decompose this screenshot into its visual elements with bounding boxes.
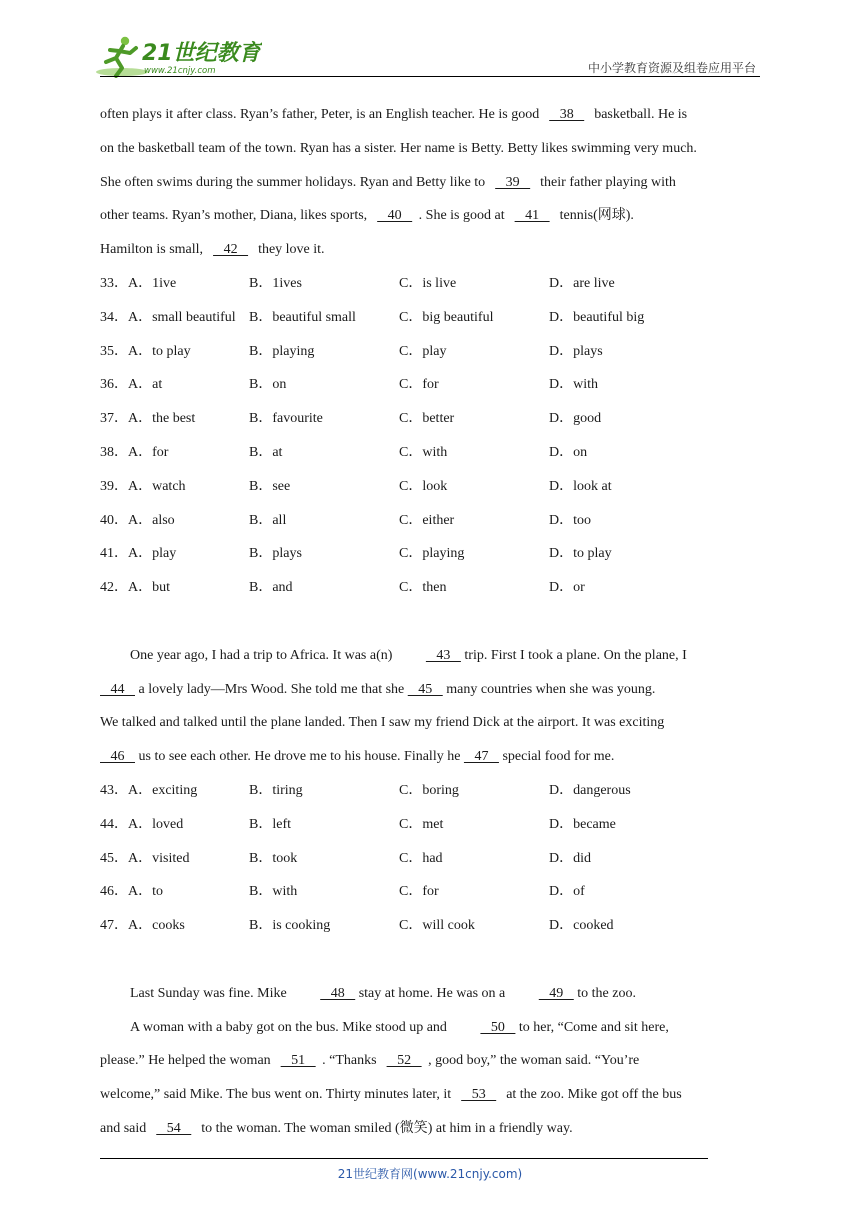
passage-line <box>100 1112 762 1146</box>
question-options-row <box>100 909 762 943</box>
option-a: 37．A．the best <box>100 411 196 427</box>
option-a: 41．A．play <box>100 546 177 562</box>
option-a: 43．A．exciting <box>100 782 198 798</box>
passage-text: She often swims during the summer holidays. Ryan and Betty like to <box>100 174 489 190</box>
option-d: D．cooked <box>549 918 614 934</box>
question-options-row <box>100 368 762 402</box>
answer-blank-49: 49 <box>538 985 574 1001</box>
section-gap <box>100 943 762 977</box>
question-options-row <box>100 402 762 436</box>
option-d: D．did <box>549 850 591 866</box>
passage-text: trip. First I took a plane. On the plane, I <box>460 647 687 663</box>
option-a: 45．A．visited <box>100 850 190 866</box>
passage-text: basketball. He is <box>590 107 688 122</box>
option-c: C．playing <box>399 546 465 562</box>
passage-text: special food for me. <box>498 749 615 765</box>
footer-divider <box>100 1158 708 1159</box>
passage-line <box>100 98 762 132</box>
passage-line <box>100 132 762 166</box>
answer-blank-38: 38 <box>549 107 585 122</box>
option-c: C．either <box>399 512 455 528</box>
option-b: B．playing <box>249 343 315 359</box>
section-gap <box>100 605 762 639</box>
passage-text: . She is good at <box>418 208 509 224</box>
passage-2 <box>100 639 762 774</box>
answer-blank-54: 54 <box>156 1120 192 1136</box>
option-c: C．met <box>399 816 444 832</box>
passage-line <box>100 706 762 740</box>
option-a: 34．A．small beautiful <box>100 309 236 325</box>
option-a: 39．A．watch <box>100 478 186 494</box>
passage-line <box>100 199 762 233</box>
question-options-row <box>100 436 762 470</box>
option-b: B．left <box>249 816 291 832</box>
option-d: D．are live <box>549 275 615 291</box>
question-options-row <box>100 842 762 876</box>
option-b: B．see <box>249 478 291 494</box>
passage-text: welcome,” said Mike. The bus went on. Thirty minutes later, it <box>100 1087 455 1103</box>
option-c: C．for <box>399 377 439 393</box>
option-d: D．or <box>549 580 585 596</box>
passage-text: their father playing with <box>536 174 676 190</box>
page-header <box>0 0 860 80</box>
option-c: C．had <box>399 850 443 866</box>
answer-blank-47: 47 <box>463 749 499 765</box>
passage-line <box>100 740 762 774</box>
passage-text: us to see each other. He drove me to his house. Finally he <box>135 749 464 765</box>
passage-line <box>100 1044 762 1078</box>
option-d: D．became <box>549 816 616 832</box>
options-group-2 <box>100 774 762 943</box>
answer-blank-51: 51 <box>280 1053 316 1069</box>
option-c: C．for <box>399 884 439 900</box>
answer-blank-45: 45 <box>407 681 443 697</box>
passage-text: Last Sunday was fine. Mike <box>130 985 291 1001</box>
option-d: D．plays <box>549 343 603 359</box>
question-options-row <box>100 774 762 808</box>
passage-text: We talked and talked until the plane landed. Then I saw my friend Dick at the airport. It was exciting <box>100 715 665 731</box>
passage-text: tennis(网球). <box>556 208 634 224</box>
site-logo <box>92 32 262 78</box>
footer-source: 21世纪教育网(www.21cnjy.com) <box>337 1167 523 1181</box>
platform-name: 中小学教育资源及组卷应用平台 <box>587 61 756 75</box>
answer-blank-46: 46 <box>100 749 135 765</box>
passage-text: please.” He helped the woman <box>100 1053 275 1069</box>
option-a: 46．A．to <box>100 884 163 900</box>
answer-blank-40: 40 <box>377 208 413 224</box>
passage-text: One year ago, I had a trip to Africa. It was a(n) <box>130 647 396 663</box>
passage-text: they love it. <box>254 242 325 258</box>
option-b: B．favourite <box>249 411 323 427</box>
option-b: B．is cooking <box>249 918 331 934</box>
question-options-row <box>100 301 762 335</box>
passage-text: many countries when she was young. <box>442 681 656 697</box>
passage-text: . “Thanks <box>322 1053 381 1069</box>
option-d: D．too <box>549 512 591 528</box>
passage-1 <box>100 98 762 267</box>
question-options-row <box>100 470 762 504</box>
logo-text: 21世纪教育 <box>142 41 261 66</box>
passage-line <box>100 1011 762 1045</box>
answer-blank-44: 44 <box>100 681 135 697</box>
option-b: B．all <box>249 512 287 528</box>
passage-text: other teams. Ryan’s mother, Diana, likes sports, <box>100 208 371 224</box>
passage-3 <box>100 977 762 1146</box>
passage-line <box>100 233 762 267</box>
passage-text: A woman with a baby got on the bus. Mike stood up and <box>130 1019 451 1035</box>
passage-text: to her, “Come and sit here, <box>515 1019 669 1035</box>
option-a: 35．A．to play <box>100 343 191 359</box>
answer-blank-50: 50 <box>480 1019 516 1035</box>
question-options-row <box>100 504 762 538</box>
option-b: B．at <box>249 444 283 460</box>
option-c: C．boring <box>399 782 459 798</box>
question-options-row <box>100 537 762 571</box>
option-b: B．took <box>249 850 298 866</box>
option-b: B．on <box>249 377 287 393</box>
passage-line <box>100 1078 762 1112</box>
passage-line <box>100 977 762 1011</box>
option-c: C．play <box>399 343 447 359</box>
passage-text: , good boy,” the woman said. “You’re <box>428 1053 640 1069</box>
passage-text: on the basketball team of the town. Ryan has a sister. Her name is Betty. Betty likes swimming very much. <box>100 140 697 156</box>
option-a: 44．A．loved <box>100 816 184 832</box>
question-options-row <box>100 875 762 909</box>
answer-blank-39: 39 <box>495 174 531 190</box>
answer-blank-43: 43 <box>425 647 461 663</box>
option-d: D．look at <box>549 478 612 494</box>
option-b: B．tiring <box>249 782 303 798</box>
option-a: 40．A．also <box>100 512 175 528</box>
passage-text: to the woman. The woman smiled (微笑) at him in a friendly way. <box>197 1120 573 1136</box>
option-b: B．plays <box>249 546 302 562</box>
passage-text: stay at home. He was on a <box>355 985 509 1001</box>
option-d: D．of <box>549 884 585 900</box>
answer-blank-41: 41 <box>514 208 550 224</box>
passage-text: Hamilton is small, <box>100 242 207 258</box>
answer-blank-53: 53 <box>461 1087 497 1103</box>
passage-text: a lovely lady—Mrs Wood. She told me that she <box>135 681 408 697</box>
option-c: C．better <box>399 411 455 427</box>
option-c: C．with <box>399 444 448 460</box>
main-content <box>100 98 762 1146</box>
option-d: D．to play <box>549 546 612 562</box>
passage-text: often plays it after class. Ryan’s father, Peter, is an English teacher. He is good <box>100 107 543 122</box>
option-d: D．with <box>549 377 598 393</box>
option-d: D．dangerous <box>549 782 631 798</box>
answer-blank-48: 48 <box>320 985 356 1001</box>
option-b: B．and <box>249 580 293 596</box>
passage-text: and said <box>100 1120 150 1136</box>
answer-blank-42: 42 <box>213 242 249 258</box>
question-options-row <box>100 267 762 301</box>
header-divider <box>100 76 760 77</box>
logo-url: www.21cnjy.com <box>144 66 216 76</box>
option-c: C．is live <box>399 275 457 291</box>
option-a: 47．A．cooks <box>100 918 185 934</box>
option-c: C．will cook <box>399 918 475 934</box>
question-options-row <box>100 571 762 605</box>
option-c: C．look <box>399 478 448 494</box>
answer-blank-52: 52 <box>386 1053 422 1069</box>
option-a: 42．A．but <box>100 580 170 596</box>
option-d: D．on <box>549 444 588 460</box>
option-a: 33．A．1ive <box>100 275 177 291</box>
option-b: B．beautiful small <box>249 309 356 325</box>
passage-line <box>100 673 762 707</box>
option-d: D．beautiful big <box>549 309 645 325</box>
option-b: B．1ives <box>249 275 302 291</box>
option-b: B．with <box>249 884 298 900</box>
question-options-row <box>100 335 762 369</box>
option-c: C．big beautiful <box>399 309 494 325</box>
passage-line <box>100 639 762 673</box>
passage-line <box>100 166 762 200</box>
passage-text: to the zoo. <box>573 985 636 1001</box>
question-options-row <box>100 808 762 842</box>
options-group-1 <box>100 267 762 605</box>
passage-text: at the zoo. Mike got off the bus <box>502 1087 682 1103</box>
option-a: 38．A．for <box>100 444 169 460</box>
option-c: C．then <box>399 580 447 596</box>
option-d: D．good <box>549 411 602 427</box>
option-a: 36．A．at <box>100 377 163 393</box>
